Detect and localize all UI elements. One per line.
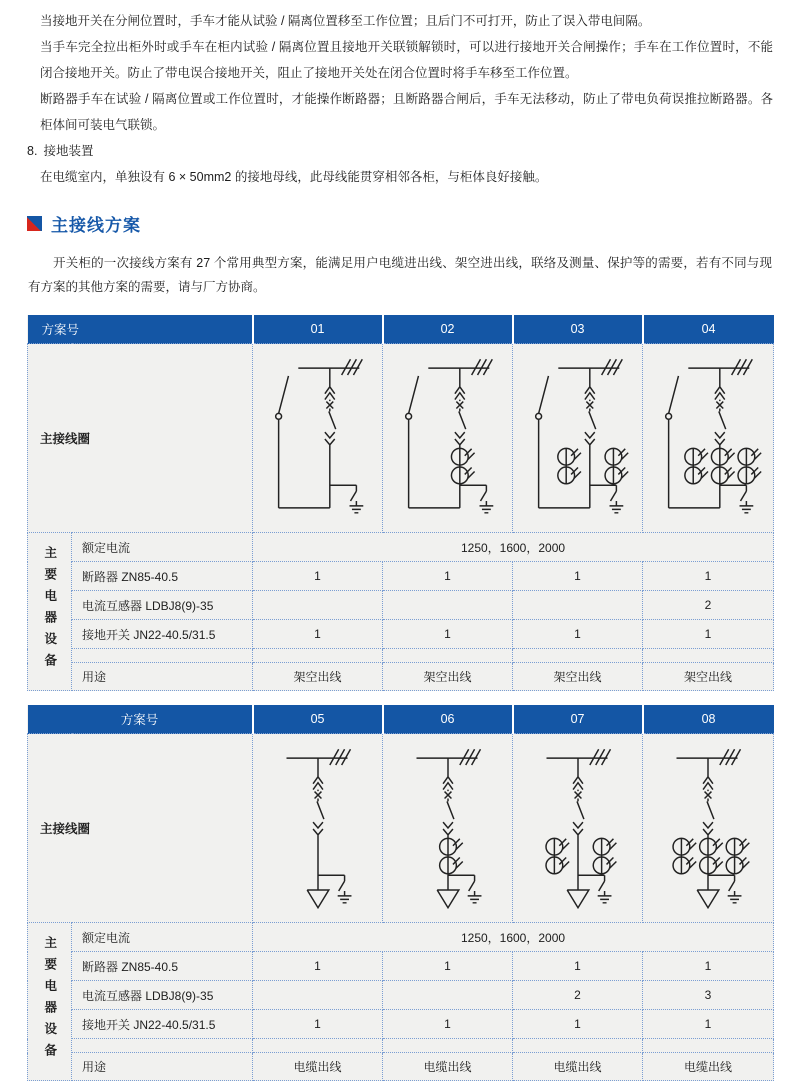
circuit-diagram-05 [255,736,381,920]
spec-label-rated-current: 额定电流 [72,533,253,562]
rated-current-value: 1250，1600，2000 [253,533,774,562]
equipment-group-label: 主要电器设备 [28,923,72,1081]
spec-row-rated-current [28,923,774,952]
diagram-row [28,734,774,923]
breaker-qty-04: 1 [643,562,774,591]
scheme-number-header: 方案号 [28,315,253,344]
scheme-col-06: 06 [383,705,513,734]
section-title: 主接线方案 [51,216,141,235]
spec-row-empty [28,1039,774,1053]
usage-01: 架空出线 [253,663,383,691]
interlock-paragraph-2: 当手车完全拉出柜外时或手车在柜内试验 / 隔离位置且接地开关联锁解锁时，可以进行接地开关合闸操作；手车在工作位置时，不能闭合接地开关。防止了带电误合接地开关，阻止了接地开关处在闭合位置时将手车移至工作位置。 [40,40,773,80]
scheme-col-03: 03 [513,315,643,344]
list-item-title: 接地装置 [43,144,94,158]
spec-label-breaker: 断路器 ZN85-40.5 [72,562,253,591]
earth-qty-06: 1 [383,1010,513,1039]
table-header-row [28,705,774,734]
earth-qty-03: 1 [513,620,643,649]
list-item-number: 8. [27,144,38,158]
usage-02: 架空出线 [383,663,513,691]
spec-label-usage: 用途 [72,663,253,691]
usage-08: 电缆出线 [643,1053,774,1081]
spec-row-breaker [28,562,774,591]
spec-row-earth-switch [28,1010,774,1039]
section-header [27,211,800,236]
spec-row-usage [28,1053,774,1081]
diagram-cell-03 [513,344,643,533]
grounding-device-paragraph: 在电缆室内，单独设有 6 × 50mm2 的接地母线，此母线能贯穿相邻各柜，与柜体良好接触。 [40,170,548,184]
earth-qty-02: 1 [383,620,513,649]
usage-06: 电缆出线 [383,1053,513,1081]
circuit-diagram-04 [645,346,771,530]
scheme-col-08: 08 [643,705,774,734]
circuit-diagram-03 [515,346,641,530]
spec-label-breaker: 断路器 ZN85-40.5 [72,952,253,981]
spec-row-earth-switch [28,620,774,649]
equipment-group-label: 主要电器设备 [28,533,72,691]
earth-qty-05: 1 [253,1010,383,1039]
ct-qty-07: 2 [513,981,643,1010]
breaker-qty-01: 1 [253,562,383,591]
circuit-diagram-07 [515,736,641,920]
interlock-paragraph-3: 断路器手车在试验 / 隔离位置或工作位置时，才能操作断路器；且断路器合闸后，手车无法移动，防止了带电负荷误推拉断路器。各柜体间可装电气联锁。 [40,92,773,132]
spec-row-usage [28,663,774,691]
ct-qty-01 [253,591,383,620]
scheme-col-01: 01 [253,315,383,344]
ct-qty-06 [383,981,513,1010]
usage-03: 架空出线 [513,663,643,691]
breaker-qty-05: 1 [253,952,383,981]
interlock-paragraph-1: 当接地开关在分闸位置时，手车才能从试验 / 隔离位置移至工作位置；且后门不可打开，防止了误入带电间隔。 [40,14,651,28]
table-header-row [28,315,774,344]
diagram-cell-04 [643,344,774,533]
usage-04: 架空出线 [643,663,774,691]
diagram-cell-08 [643,734,774,923]
spec-label-rated-current: 额定电流 [72,923,253,952]
usage-07: 电缆出线 [513,1053,643,1081]
ct-qty-03 [513,591,643,620]
breaker-qty-08: 1 [643,952,774,981]
interlock-description-block [40,8,773,138]
earth-qty-07: 1 [513,1010,643,1039]
diagram-cell-02 [383,344,513,533]
circuit-diagram-01 [255,346,381,530]
ct-qty-08: 3 [643,981,774,1010]
diagram-cell-07 [513,734,643,923]
breaker-qty-03: 1 [513,562,643,591]
section-description: 开关柜的一次接线方案有 27 个常用典型方案，能满足用户电缆进出线、架空进出线，联络及测量、保护等的需要，若有不同与现有方案的其他方案的需要，请与厂方协商。 [28,256,772,294]
scheme-table-01-04 [27,315,774,691]
circuit-diagram-08 [645,736,771,920]
spec-row-breaker [28,952,774,981]
scheme-col-02: 02 [383,315,513,344]
breaker-qty-02: 1 [383,562,513,591]
spec-row-ct [28,591,774,620]
breaker-qty-07: 1 [513,952,643,981]
ct-qty-02 [383,591,513,620]
earth-qty-08: 1 [643,1010,774,1039]
scheme-number-header: 方案号 [28,705,253,734]
diagram-cell-06 [383,734,513,923]
diagram-row-label: 主接线圈 [28,344,253,533]
rated-current-value: 1250，1600，2000 [253,923,774,952]
spec-row-rated-current [28,533,774,562]
ct-qty-05 [253,981,383,1010]
circuit-diagram-02 [385,346,511,530]
list-item-8 [27,138,773,164]
diagram-row-label: 主接线圈 [28,734,253,923]
scheme-col-07: 07 [513,705,643,734]
spec-row-ct [28,981,774,1010]
spec-label-earth-switch: 接地开关 JN22-40.5/31.5 [72,620,253,649]
earth-qty-04: 1 [643,620,774,649]
section-bullet-icon [27,216,42,231]
scheme-col-05: 05 [253,705,383,734]
spec-label-earth-switch: 接地开关 JN22-40.5/31.5 [72,1010,253,1039]
ct-qty-04: 2 [643,591,774,620]
spec-label-usage: 用途 [72,1053,253,1081]
earth-qty-01: 1 [253,620,383,649]
circuit-diagram-06 [385,736,511,920]
scheme-col-04: 04 [643,315,774,344]
spec-label-ct: 电流互感器 LDBJ8(9)-35 [72,981,253,1010]
diagram-cell-01 [253,344,383,533]
spec-label-ct: 电流互感器 LDBJ8(9)-35 [72,591,253,620]
diagram-cell-05 [253,734,383,923]
breaker-qty-06: 1 [383,952,513,981]
diagram-row [28,344,774,533]
scheme-table-05-08 [27,705,774,1081]
spec-row-empty [28,649,774,663]
usage-05: 电缆出线 [253,1053,383,1081]
